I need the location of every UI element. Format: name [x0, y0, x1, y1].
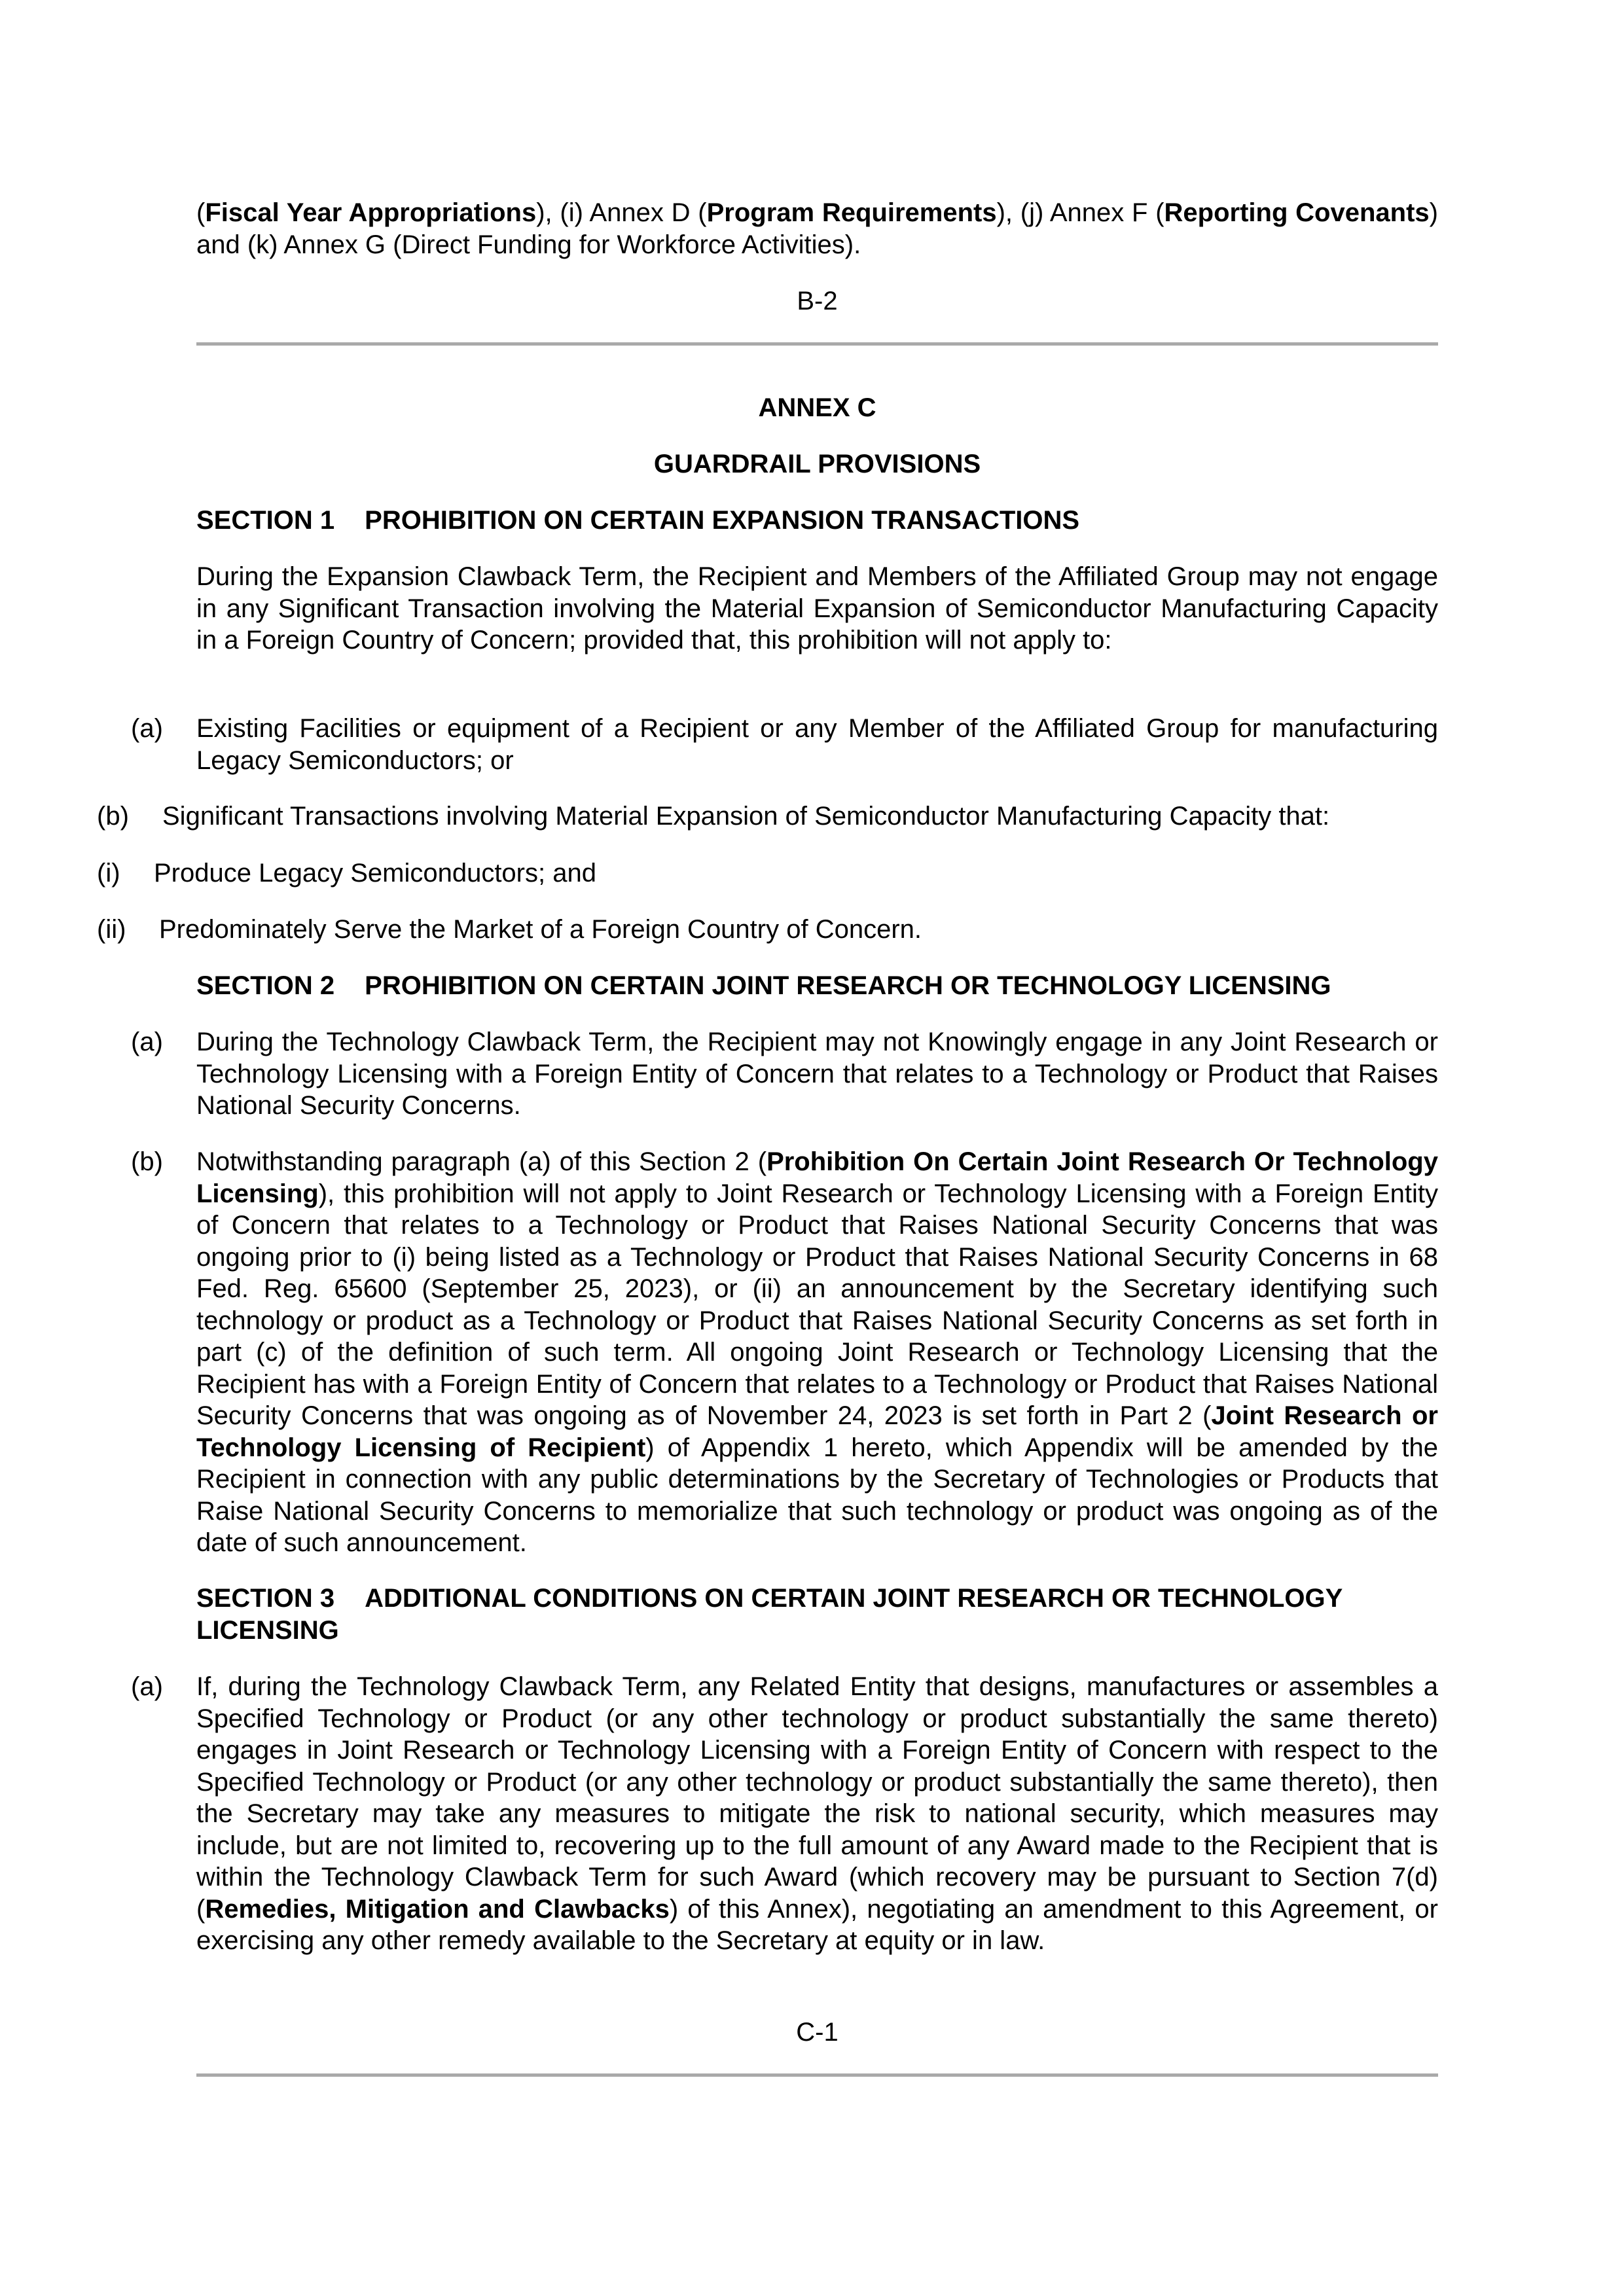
continuation-paragraph: (Fiscal Year Appropriations), (i) Annex D (Program Requirements), (j) Annex F (Reporting Covenants) and (k) Annex G (Direct Funding for Workforce Activities). [196, 198, 1438, 259]
section-3-item-a: (a) If, during the Technology Clawback Term, any Related Entity that designs, manufactures or assembles a Specified Technology or Product (or any other technology or product substantially the same thereto) engages in Joint Research or Technology Licensing with a Foreign Entity of Concern with respect to the Specified Technology or Product (or any other technology or product substantially the same thereto), then the Secretary may take any measures to mitigate the risk to national security, which measures may include, but are not limited to, recovering up to the full amount of any Award made to the Recipient that is within the Technology Clawback Term for such Award (which recovery may be pursuant to Section 7(d) (Remedies, Mitigation and Clawbacks) of this Annex), negotiating an amendment to this Agreement, or exercising any other remedy available to the Secretary at equity or in law. [131, 1672, 1438, 1955]
page-number-c1: C-1 [796, 2018, 839, 2047]
section-1-item-ii: (ii) Predominately Serve the Market of a Foreign Country of Concern. [97, 915, 922, 944]
section-2-item-a: (a) During the Technology Clawback Term, the Recipient may not Knowingly engage in any Joint Research or Technology Licensing with a Foreign Entity of Concern that relates to a Technology or Product that Raises National Security Concerns. [131, 1028, 1438, 1120]
section-2-item-b: (b) Notwithstanding paragraph (a) of this Section 2 (Prohibition On Certain Joint Research Or Technology Licensing), this prohibition will not apply to Joint Research or Technology Licensing with a Foreign Entity of Concern that relates to a Technology or Product that Raises National Security Concerns that was ongoing prior to (i) being listed as a Technology or Product that Raises National Security Concerns in 68 Fed. Reg. 65600 (September 25, 2023), or (ii) an announcement by the Secretary identifying such technology or product as a Technology or Product that Raises National Security Concerns as set forth in part (c) of the definition of such term. All ongoing Joint Research or Technology Licensing that the Recipient has with a Foreign Entity of Concern that relates to a Technology or Product that Raises National Security Concerns that was ongoing as of November 24, 2023 is set forth in Part 2 (Joint Research or Technology Licensing of Recipient) of Appendix 1 hereto, which Appendix will be amended by the Recipient in connection with any public determinations by the Secretary of Technologies or Products that Raise National Security Concerns to memorialize that such technology or product was ongoing as of the date of such announcement. [131, 1147, 1439, 1557]
annex-subtitle: GUARDRAIL PROVISIONS [653, 450, 981, 478]
section-1-intro: During the Expansion Clawback Term, the Recipient and Members of the Affiliated Group may not engage in any Significant Transaction involving the Material Expansion of Semiconductor Manufacturing Capacity in a Foreign Country of Concern; provided that, this prohibition will not apply to: [196, 562, 1438, 655]
page-divider [196, 342, 1438, 346]
section-1-item-b: (b) Significant Transactions involving Material Expansion of Semiconductor Manufacturing Capacity that: [97, 802, 1330, 831]
annex-title: ANNEX C [758, 393, 876, 422]
section-1-item-a: (a) Existing Facilities or equipment of a Recipient or any Member of the Affiliated Group for manufacturing Legacy Semiconductors; or [131, 714, 1438, 775]
section-1-heading: SECTION 1 PROHIBITION ON CERTAIN EXPANSION TRANSACTIONS [196, 506, 1080, 535]
section-1-item-i: (i) Produce Legacy Semiconductors; and [97, 859, 596, 888]
page-divider [196, 2073, 1438, 2077]
section-2-heading: SECTION 2 PROHIBITION ON CERTAIN JOINT RESEARCH OR TECHNOLOGY LICENSING [196, 971, 1331, 1000]
section-3-heading: SECTION 3 ADDITIONAL CONDITIONS ON CERTAIN JOINT RESEARCH OR TECHNOLOGY LICENSING [196, 1584, 1343, 1645]
page-number-b2: B-2 [797, 287, 838, 315]
